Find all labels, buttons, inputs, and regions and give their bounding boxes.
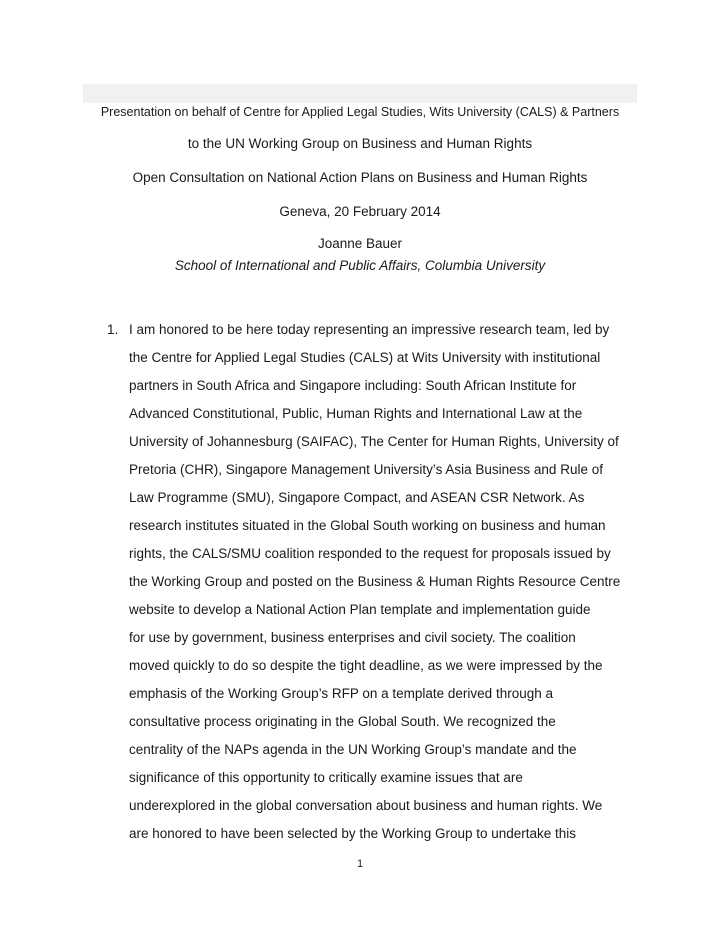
page-number: 1 [356, 858, 364, 870]
header-band [83, 84, 637, 103]
paragraph-line: are honored to have been selected by the Working Group to undertake this [129, 826, 577, 841]
paragraph-line: rights, the CALS/SMU coalition responded to the request for proposals issued by [129, 546, 611, 561]
list-item-text [129, 316, 649, 848]
list-item-number: 1. [107, 322, 119, 337]
paragraph-line: website to develop a National Action Plan template and implementation guide [129, 602, 591, 617]
paragraph-line: research institutes situated in the Global South working on business and human [129, 518, 606, 533]
paragraph-line: University of Johannesburg (SAIFAC), The Center for Human Rights, University of [129, 434, 619, 449]
paragraph-line: Advanced Constitutional, Public, Human Rights and International Law at the [129, 406, 583, 421]
paragraph-line: the Working Group and posted on the Business & Human Rights Resource Centre [129, 574, 621, 589]
paragraph-line: Law Programme (SMU), Singapore Compact, and ASEAN CSR Network. As [129, 490, 585, 505]
paragraph-line: consultative process originating in the Global South. We recognized the [129, 714, 556, 729]
author-name: Joanne Bauer [317, 236, 403, 251]
paragraph-line: moved quickly to do so despite the tight deadline, as we were impressed by the [129, 658, 603, 673]
place-date-line: Geneva, 20 February 2014 [279, 204, 441, 219]
presentation-line: Presentation on behalf of Centre for Applied Legal Studies, Wits University (CALS) & Partners [100, 105, 620, 119]
paragraph-line: centrality of the NAPs agenda in the UN Working Group’s mandate and the [129, 742, 577, 757]
paragraph-line: I am honored to be here today representing an impressive research team, led by [129, 322, 610, 337]
paragraph-line: the Centre for Applied Legal Studies (CALS) at Wits University with institutional [129, 350, 601, 365]
paragraph-line: underexplored in the global conversation about business and human rights. We [129, 798, 603, 813]
paragraph-line: emphasis of the Working Group’s RFP on a template derived through a [129, 686, 553, 701]
author-affiliation: School of International and Public Affairs, Columbia University [174, 258, 546, 273]
recipient-line: to the UN Working Group on Business and Human Rights [187, 136, 533, 151]
paragraph-line: Pretoria (CHR), Singapore Management University’s Asia Business and Rule of [129, 462, 603, 477]
event-line: Open Consultation on National Action Plans on Business and Human Rights [132, 170, 588, 185]
paragraph-line: significance of this opportunity to critically examine issues that are [129, 770, 523, 785]
paragraph-line: partners in South Africa and Singapore including: South African Institute for [129, 378, 577, 393]
paragraph-line: for use by government, business enterprises and civil society. The coalition [129, 630, 576, 645]
